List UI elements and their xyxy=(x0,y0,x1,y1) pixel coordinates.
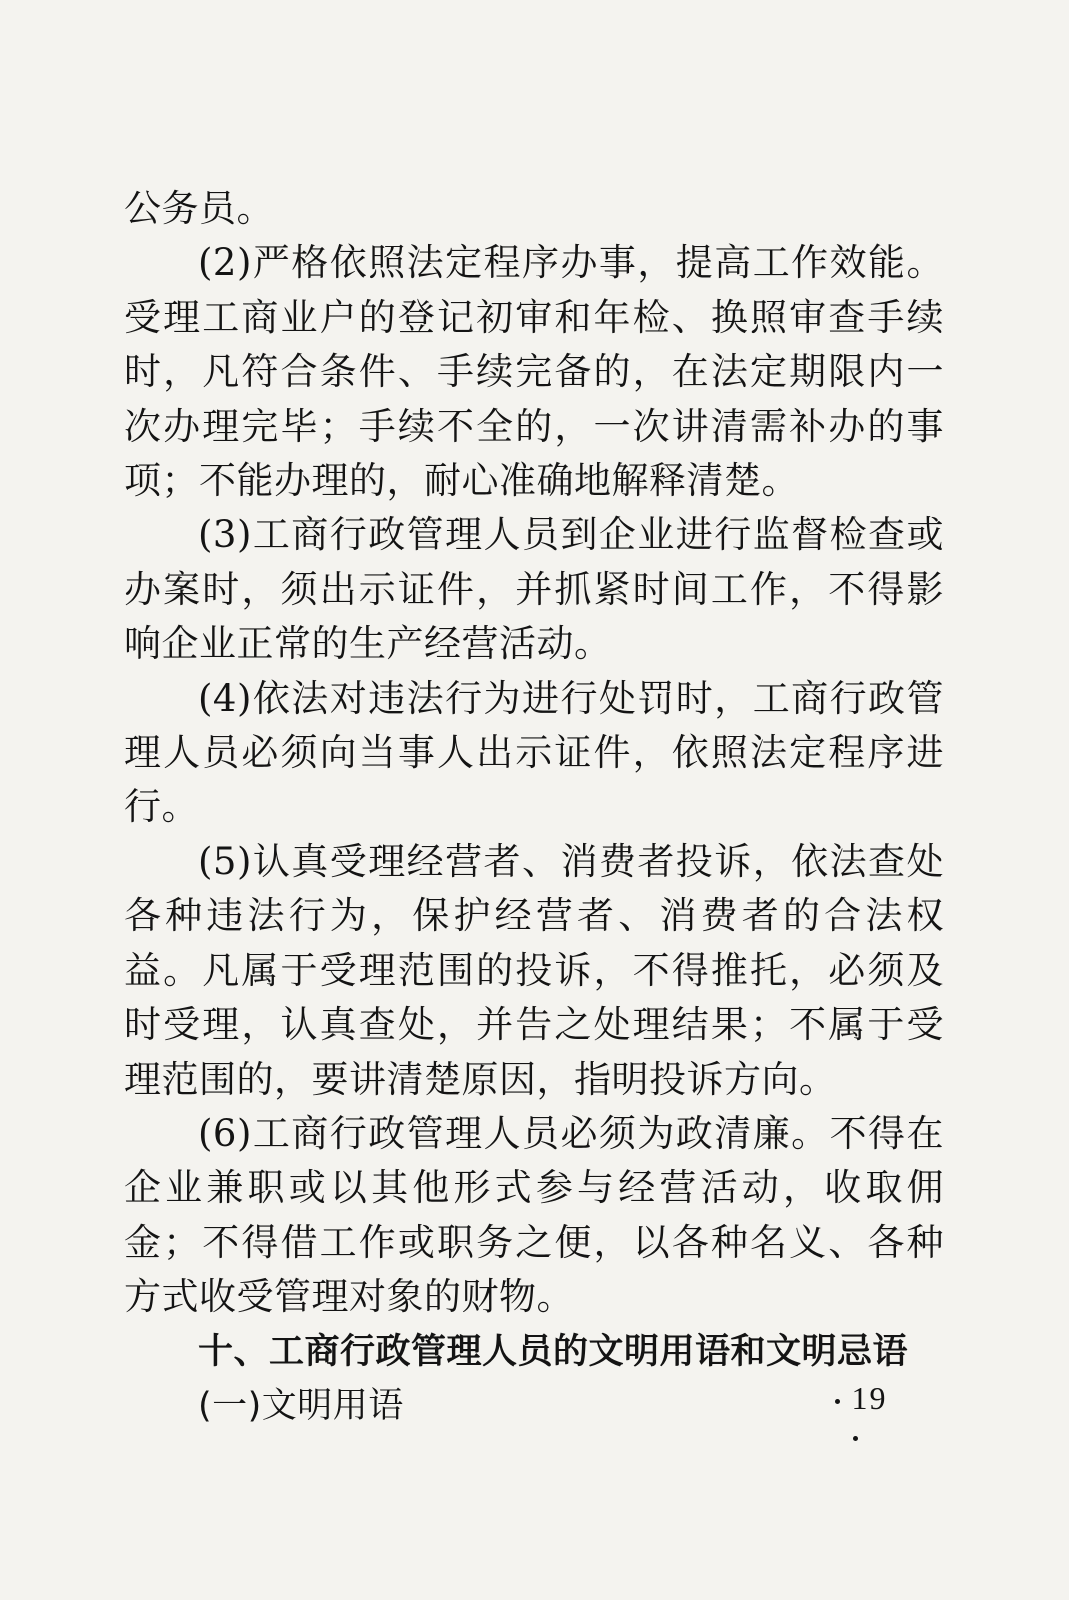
page-number-value: 19 xyxy=(851,1380,888,1416)
paragraph-item-4: (4)依法对违法行为进行处罚时，工商行政管理人员必须向当事人出示证件，依照法定程序进行。 xyxy=(124,676,944,829)
paragraph-continuation: 公务员。 xyxy=(124,187,274,230)
paragraph-item-3: (3)工商行政管理人员到企业进行监督检查或办案时，须出示证件，并抓紧时间工作，不得影响企业正常的生产经营活动。 xyxy=(124,513,944,666)
paragraph-item-6: (6)工商行政管理人员必须为政清廉。不得在企业兼职或以其他形式参与经营活动，收取佣金；不得借工作或职务之便，以各种名义、各种方式收受管理对象的财物。 xyxy=(124,1111,944,1319)
paragraph-item-5: (5)认真受理经营者、消费者投诉，依法查处各种违法行为，保护经营者、消费者的合法权益。凡属于受理范围的投诉，不得推托，必须及时受理，认真查处，并告之处理结果；不属于受理范围的，要讲清楚原因，指明投诉方向。 xyxy=(124,839,944,1101)
dot-left-icon xyxy=(835,1399,840,1404)
page-number xyxy=(810,1380,900,1454)
paragraph-item-2: (2)严格依照法定程序办事，提高工作效能。受理工商业户的登记初审和年检、换照审查手续时，凡符合条件、手续完备的，在法定期限内一次办理完毕；手续不全的，一次讲清需补办的事项；不能办理的，耐心准确地解释清楚。 xyxy=(124,241,944,503)
dot-right-icon xyxy=(853,1436,858,1441)
subsection-heading: (一)文明用语 xyxy=(198,1385,404,1426)
body-text xyxy=(124,182,944,1433)
section-heading: 十、工商行政管理人员的文明用语和文明忌语 xyxy=(198,1331,909,1372)
